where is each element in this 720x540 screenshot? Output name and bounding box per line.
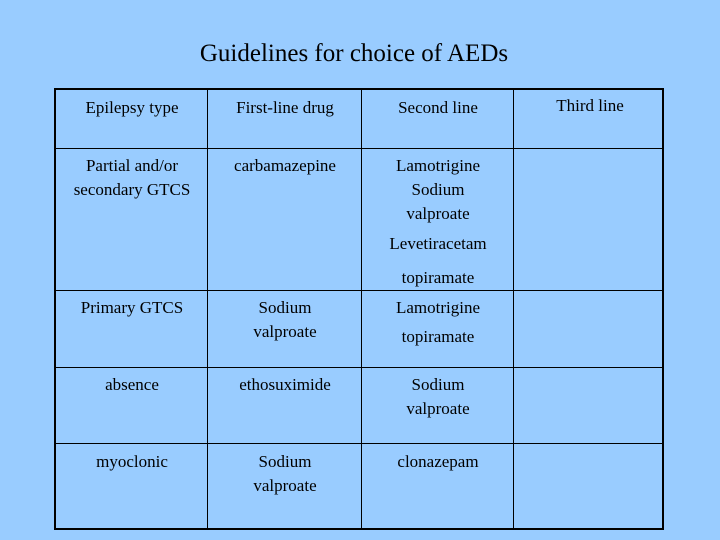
cell-second-line: Lamotrigine Sodium valproate Levetiracetam topiramate xyxy=(389,156,487,287)
row-divider xyxy=(56,367,662,368)
cell-epilepsy-type: myoclonic xyxy=(96,452,168,471)
aed-guidelines-table xyxy=(54,88,664,530)
cell-second-line: Lamotrigine topiramate xyxy=(395,298,481,346)
slide-title: Guidelines for choice of AEDs xyxy=(199,40,509,67)
cell-first-line-drug: Sodium valproate xyxy=(253,452,317,495)
cell-first-line-drug: carbamazepine xyxy=(234,156,336,175)
header-first-line-drug: First-line drug xyxy=(236,98,334,117)
header-epilepsy-type: Epilepsy type xyxy=(85,98,179,117)
row-divider xyxy=(56,148,662,149)
row-divider xyxy=(56,443,662,444)
row-divider xyxy=(56,290,662,291)
cell-second-line: clonazepam xyxy=(397,452,479,471)
cell-epilepsy-type: absence xyxy=(105,375,159,394)
header-third-line: Third line xyxy=(556,96,624,115)
header-second-line: Second line xyxy=(398,98,478,117)
cell-epilepsy-type: Partial and/or secondary GTCS xyxy=(73,156,191,199)
cell-first-line-drug: ethosuximide xyxy=(239,375,331,394)
cell-second-line: Sodium valproate xyxy=(406,375,470,418)
cell-first-line-drug: Sodium valproate xyxy=(253,298,317,341)
cell-epilepsy-type: Primary GTCS xyxy=(80,298,184,317)
